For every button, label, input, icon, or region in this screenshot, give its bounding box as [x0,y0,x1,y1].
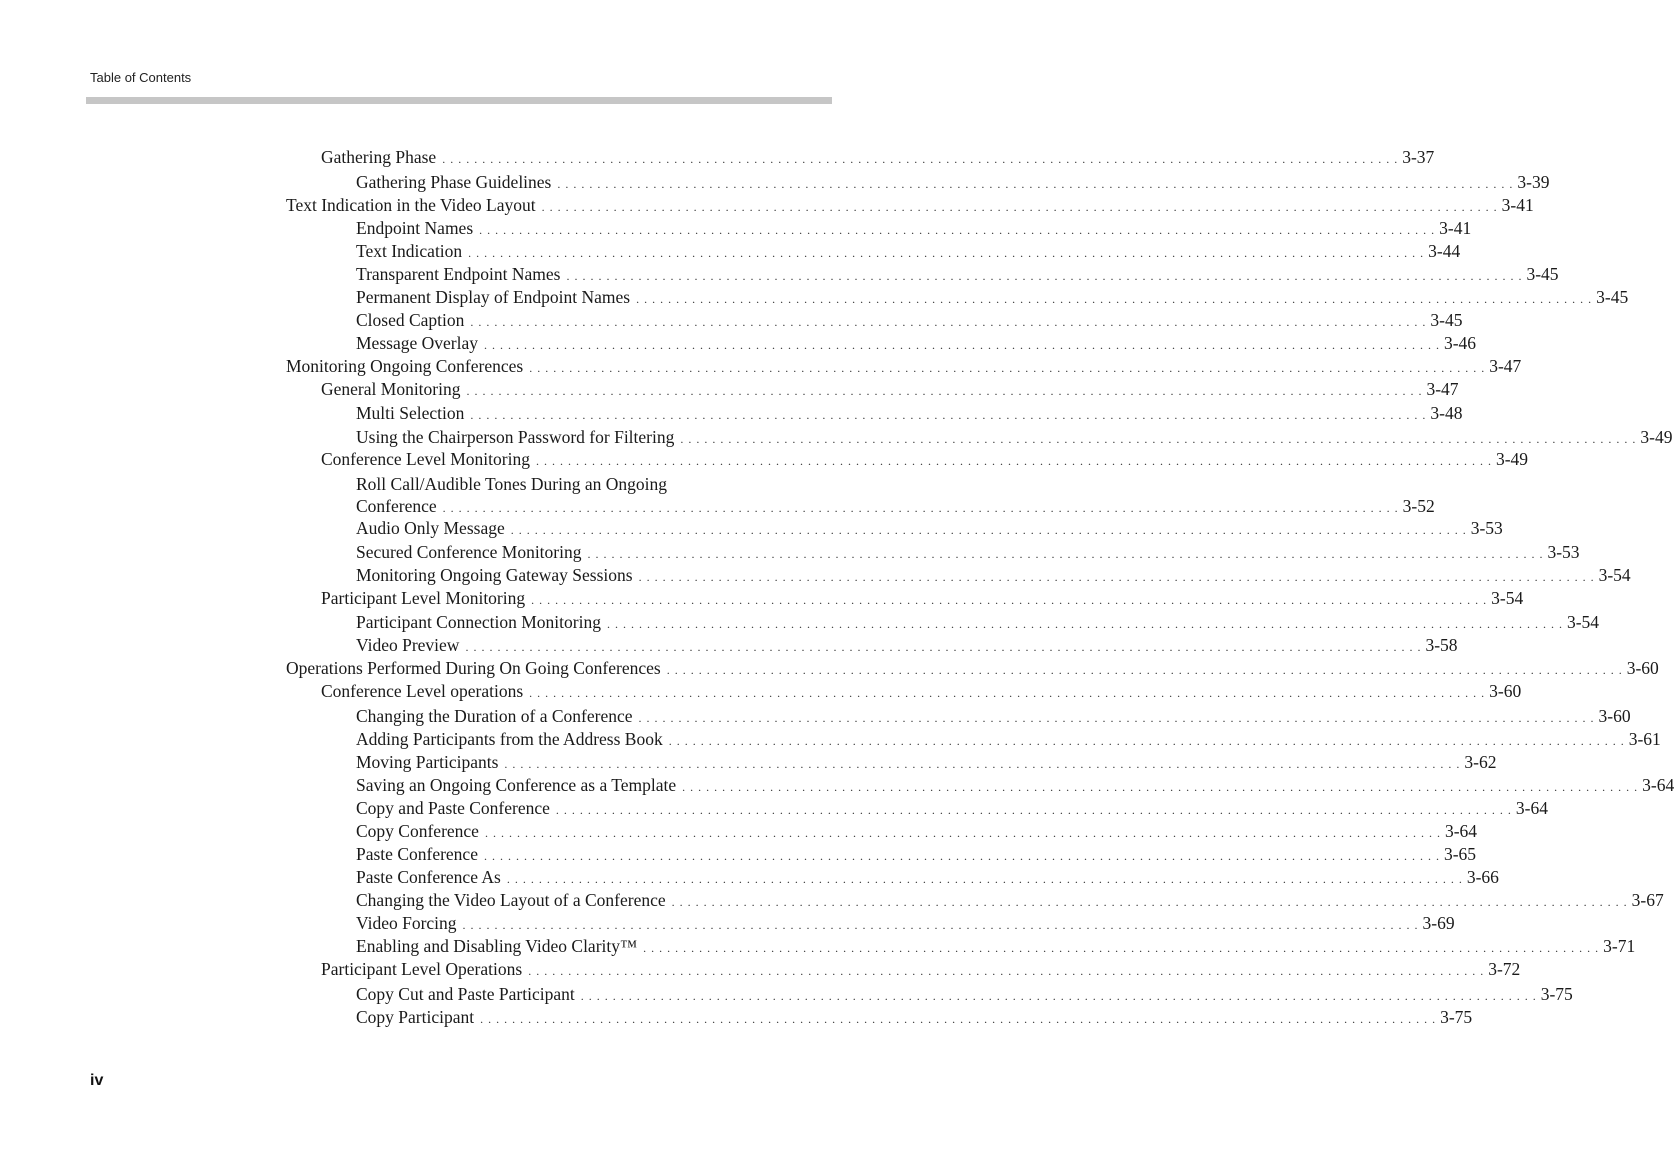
toc-entry[interactable] [356,889,1664,911]
dot-leader: . . . . . . . . . . . . . . . . . . . . . . . . . . . . . . . . . . . . . . . . . . . . . . . . . . . . . . . . . . . . . . . . . . . . . . . . . . . . . . . . . . . . . . . . . . . . . . . . . . . . . . . . . . . . . . . . . . . . . . . . [566,269,1523,283]
dot-leader: . . . . . . . . . . . . . . . . . . . . . . . . . . . . . . . . . . . . . . . . . . . . . . . . . . . . . . . . . . . . . . . . . . . . . . . . . . . . . . . . . . . . . . . . . . . . . . . . . . . . . . . . . . . . . . . . . . . . . . . . [483,849,1440,863]
toc-entry[interactable] [356,564,1631,586]
toc-entry-title-line1: Roll Call/Audible Tones During an Ongoing [356,474,668,494]
toc-entry-title: Closed Caption [356,310,465,330]
toc-entry-page: 3-75 [1440,1007,1473,1027]
toc-entry-page: 3-60 [1598,706,1631,726]
toc-entry-page: 3-62 [1464,752,1497,772]
toc-entry[interactable] [356,426,1673,448]
toc-entry-title: Gathering Phase [321,147,437,167]
toc-entry-page: 3-54 [1566,612,1600,632]
toc-entry-title: Moving Participants [356,752,499,772]
dot-leader: . . . . . . . . . . . . . . . . . . . . . . . . . . . . . . . . . . . . . . . . . . . . . . . . . . . . . . . . . . . . . . . . . . . . . . . . . . . . . . . . . . . . . . . . . . . . . . . . . . . . . . . . . . . . . . . . . . . . . . . . [504,757,1461,771]
page-number: iv [90,1072,104,1089]
dot-leader: . . . . . . . . . . . . . . . . . . . . . . . . . . . . . . . . . . . . . . . . . . . . . . . . . . . . . . . . . . . . . . . . . . . . . . . . . . . . . . . . . . . . . . . . . . . . . . . . . . . . . . . . . . . . . . . . . . . . . . . . [466,384,1423,398]
toc-entry[interactable] [356,286,1629,308]
toc-entry-page: 3-71 [1603,936,1636,956]
dot-leader: . . . . . . . . . . . . . . . . . . . . . . . . . . . . . . . . . . . . . . . . . . . . . . . . . . . . . . . . . . . . . . . . . . . . . . . . . . . . . . . . . . . . . . . . . . . . . . . . . . . . . . . . . . . . . . . . . . . . . . . . [557,177,1514,191]
dot-leader: . . . . . . . . . . . . . . . . . . . . . . . . . . . . . . . . . . . . . . . . . . . . . . . . . . . . . . . . . . . . . . . . . . . . . . . . . . . . . . . . . . . . . . . . . . . . . . . . . . . . . . . . . . . . . . . . . . . . . . . . [462,918,1419,932]
dot-leader: . . . . . . . . . . . . . . . . . . . . . . . . . . . . . . . . . . . . . . . . . . . . . . . . . . . . . . . . . . . . . . . . . . . . . . . . . . . . . . . . . . . . . . . . . . . . . . . . . . . . . . . . . . . . . . . . . . . . . . . . [484,826,1441,840]
toc-entry[interactable] [321,587,1524,609]
toc-entry-page: 3-58 [1425,635,1458,655]
toc-entry-title: Using the Chairperson Password for Filtering [356,427,675,447]
toc-entry[interactable] [356,866,1499,888]
toc-entry[interactable] [356,774,1674,796]
toc-entry-title: Paste Conference [356,844,478,864]
toc-entry[interactable] [356,705,1631,727]
dot-leader: . . . . . . . . . . . . . . . . . . . . . . . . . . . . . . . . . . . . . . . . . . . . . . . . . . . . . . . . . . . . . . . . . . . . . . . . . . . . . . . . . . . . . . . . . . . . . . . . . . . . . . . . . . . . . . . . . . . . . . . . [480,1012,1437,1026]
toc-entry[interactable] [356,171,1550,193]
toc-entry-title: Changing the Video Layout of a Conference [356,890,666,910]
toc-entry[interactable] [321,958,1521,980]
toc-entry-title: Copy Cut and Paste Participant [356,984,575,1004]
toc-entry[interactable] [356,751,1497,773]
toc-entry-title: Copy Conference [356,821,479,841]
toc-entry-title: Transparent Endpoint Names [356,264,561,284]
toc-entry-page: 3-54 [1491,588,1524,608]
toc-entry[interactable] [321,378,1459,400]
toc-entry-page: 3-53 [1547,542,1580,562]
toc-entry-page: 3-41 [1501,195,1534,215]
dot-leader: . . . . . . . . . . . . . . . . . . . . . . . . . . . . . . . . . . . . . . . . . . . . . . . . . . . . . . . . . . . . . . . . . . . . . . . . . . . . . . . . . . . . . . . . . . . . . . . . . . . . . . . . . . . . . . . . . . . . . . . . [535,454,1492,468]
toc-entry-page: 3-44 [1428,241,1461,261]
toc-entry-page: 3-67 [1631,890,1664,910]
toc-entry-title: General Monitoring [321,379,461,399]
toc-entry-page: 3-65 [1443,844,1477,864]
toc-entry[interactable] [321,448,1529,470]
toc-entry-page: 3-53 [1470,518,1503,538]
dot-leader: . . . . . . . . . . . . . . . . . . . . . . . . . . . . . . . . . . . . . . . . . . . . . . . . . . . . . . . . . . . . . . . . . . . . . . . . . . . . . . . . . . . . . . . . . . . . . . . . . . . . . . . . . . . . . . . . . . . . . . . . [529,686,1486,700]
dot-leader: . . . . . . . . . . . . . . . . . . . . . . . . . . . . . . . . . . . . . . . . . . . . . . . . . . . . . . . . . . . . . . . . . . . . . . . . . . . . . . . . . . . . . . . . . . . . . . . . . . . . . . . . . . . . . . . . . . . . . . . . [442,501,1399,515]
toc-entry-title: Paste Conference As [356,867,501,887]
dot-leader: . . . . . . . . . . . . . . . . . . . . . . . . . . . . . . . . . . . . . . . . . . . . . . . . . . . . . . . . . . . . . . . . . . . . . . . . . . . . . . . . . . . . . . . . . . . . . . . . . . . . . . . . . . . . . . . . . . . . . . . . [671,895,1628,909]
dot-leader: . . . . . . . . . . . . . . . . . . . . . . . . . . . . . . . . . . . . . . . . . . . . . . . . . . . . . . . . . . . . . . . . . . . . . . . . . . . . . . . . . . . . . . . . . . . . . . . . . . . . . . . . . . . . . . . . . . . . . . . . [636,292,1593,306]
toc-entry-title: Conference [356,496,437,516]
toc-entry-title: Operations Performed During On Going Conferences [286,658,661,678]
toc-entry[interactable] [356,402,1463,424]
dot-leader: . . . . . . . . . . . . . . . . . . . . . . . . . . . . . . . . . . . . . . . . . . . . . . . . . . . . . . . . . . . . . . . . . . . . . . . . . . . . . . . . . . . . . . . . . . . . . . . . . . . . . . . . . . . . . . . . . . . . . . . . [638,711,1595,725]
dot-leader: . . . . . . . . . . . . . . . . . . . . . . . . . . . . . . . . . . . . . . . . . . . . . . . . . . . . . . . . . . . . . . . . . . . . . . . . . . . . . . . . . . . . . . . . . . . . . . . . . . . . . . . . . . . . . . . . . . . . . . . . [555,803,1512,817]
toc-entry-page: 3-37 [1402,147,1435,167]
toc-entry-title: Participant Level Operations [321,959,523,979]
toc-entry-page: 3-45 [1596,287,1629,307]
toc-entry-page: 3-48 [1430,403,1463,423]
toc-entry-title: Text Indication in the Video Layout [286,195,536,215]
toc-entry[interactable] [356,634,1458,656]
toc-entry-page: 3-64 [1642,775,1674,795]
toc-entry-title: Video Preview [356,635,460,655]
toc-entry[interactable] [356,912,1455,934]
dot-leader: . . . . . . . . . . . . . . . . . . . . . . . . . . . . . . . . . . . . . . . . . . . . . . . . . . . . . . . . . . . . . . . . . . . . . . . . . . . . . . . . . . . . . . . . . . . . . . . . . . . . . . . . . . . . . . . . . . . . . . . . [470,315,1427,329]
dot-leader: . . . . . . . . . . . . . . . . . . . . . . . . . . . . . . . . . . . . . . . . . . . . . . . . . . . . . . . . . . . . . . . . . . . . . . . . . . . . . . . . . . . . . . . . . . . . . . . . . . . . . . . . . . . . . . . . . . . . . . . . [587,547,1544,561]
toc-entry[interactable] [356,495,1435,517]
toc-entry-title: Copy Participant [356,1007,475,1027]
dot-leader: . . . . . . . . . . . . . . . . . . . . . . . . . . . . . . . . . . . . . . . . . . . . . . . . . . . . . . . . . . . . . . . . . . . . . . . . . . . . . . . . . . . . . . . . . . . . . . . . . . . . . . . . . . . . . . . . . . . . . . . . [606,617,1563,631]
toc-entry-title: Monitoring Ongoing Gateway Sessions [356,565,633,585]
toc-entry-title: Changing the Duration of a Conference [356,706,633,726]
toc-entry[interactable] [356,1006,1473,1028]
dot-leader: . . . . . . . . . . . . . . . . . . . . . . . . . . . . . . . . . . . . . . . . . . . . . . . . . . . . . . . . . . . . . . . . . . . . . . . . . . . . . . . . . . . . . . . . . . . . . . . . . . . . . . . . . . . . . . . . . . . . . . . . [483,338,1440,352]
toc-entry[interactable] [286,355,1522,377]
toc-entry-title: Gathering Phase Guidelines [356,172,552,192]
toc-entry-title: Participant Connection Monitoring [356,612,601,632]
toc-entry-page: 3-52 [1402,496,1435,516]
toc-entry[interactable] [356,517,1503,539]
running-header: Table of Contents [90,70,192,85]
dot-leader: . . . . . . . . . . . . . . . . . . . . . . . . . . . . . . . . . . . . . . . . . . . . . . . . . . . . . . . . . . . . . . . . . . . . . . . . . . . . . . . . . . . . . . . . . . . . . . . . . . . . . . . . . . . . . . . . . . . . . . . . [529,361,1486,375]
dot-leader: . . . . . . . . . . . . . . . . . . . . . . . . . . . . . . . . . . . . . . . . . . . . . . . . . . . . . . . . . . . . . . . . . . . . . . . . . . . . . . . . . . . . . . . . . . . . . . . . . . . . . . . . . . . . . . . . . . . . . . . . [470,408,1427,422]
toc-entry[interactable] [356,728,1661,750]
dot-leader: . . . . . . . . . . . . . . . . . . . . . . . . . . . . . . . . . . . . . . . . . . . . . . . . . . . . . . . . . . . . . . . . . . . . . . . . . . . . . . . . . . . . . . . . . . . . . . . . . . . . . . . . . . . . . . . . . . . . . . . . [468,246,1425,260]
toc-entry-title: Message Overlay [356,333,478,353]
toc-entry[interactable] [356,797,1548,819]
dot-leader: . . . . . . . . . . . . . . . . . . . . . . . . . . . . . . . . . . . . . . . . . . . . . . . . . . . . . . . . . . . . . . . . . . . . . . . . . . . . . . . . . . . . . . . . . . . . . . . . . . . . . . . . . . . . . . . . . . . . . . . . [541,200,1498,214]
dot-leader: . . . . . . . . . . . . . . . . . . . . . . . . . . . . . . . . . . . . . . . . . . . . . . . . . . . . . . . . . . . . . . . . . . . . . . . . . . . . . . . . . . . . . . . . . . . . . . . . . . . . . . . . . . . . . . . . . . . . . . . . [531,593,1488,607]
dot-leader: . . . . . . . . . . . . . . . . . . . . . . . . . . . . . . . . . . . . . . . . . . . . . . . . . . . . . . . . . . . . . . . . . . . . . . . . . . . . . . . . . . . . . . . . . . . . . . . . . . . . . . . . . . . . . . . . . . . . . . . . [528,964,1485,978]
dot-leader: . . . . . . . . . . . . . . . . . . . . . . . . . . . . . . . . . . . . . . . . . . . . . . . . . . . . . . . . . . . . . . . . . . . . . . . . . . . . . . . . . . . . . . . . . . . . . . . . . . . . . . . . . . . . . . . . . . . . . . . . [638,570,1595,584]
toc-entry[interactable] [356,983,1573,1005]
toc-entry[interactable] [356,843,1477,865]
toc-entry-page: 3-46 [1443,333,1477,353]
toc-entry[interactable] [356,263,1559,285]
toc-entry-title: Video Forcing [356,913,457,933]
toc-entry[interactable] [321,146,1435,168]
toc-entry-page: 3-60 [1626,658,1659,678]
dot-leader: . . . . . . . . . . . . . . . . . . . . . . . . . . . . . . . . . . . . . . . . . . . . . . . . . . . . . . . . . . . . . . . . . . . . . . . . . . . . . . . . . . . . . . . . . . . . . . . . . . . . . . . . . . . . . . . . . . . . . . . . [668,734,1625,748]
toc-entry[interactable] [356,217,1472,239]
toc-entry-title: Permanent Display of Endpoint Names [356,287,631,307]
dot-leader: . . . . . . . . . . . . . . . . . . . . . . . . . . . . . . . . . . . . . . . . . . . . . . . . . . . . . . . . . . . . . . . . . . . . . . . . . . . . . . . . . . . . . . . . . . . . . . . . . . . . . . . . . . . . . . . . . . . . . . . . [506,872,1463,886]
dot-leader: . . . . . . . . . . . . . . . . . . . . . . . . . . . . . . . . . . . . . . . . . . . . . . . . . . . . . . . . . . . . . . . . . . . . . . . . . . . . . . . . . . . . . . . . . . . . . . . . . . . . . . . . . . . . . . . . . . . . . . . . [442,152,1399,166]
toc-entry-title: Audio Only Message [356,518,505,538]
dot-leader: . . . . . . . . . . . . . . . . . . . . . . . . . . . . . . . . . . . . . . . . . . . . . . . . . . . . . . . . . . . . . . . . . . . . . . . . . . . . . . . . . . . . . . . . . . . . . . . . . . . . . . . . . . . . . . . . . . . . . . . . [682,780,1639,794]
toc-entry-page: 3-41 [1439,218,1472,238]
dot-leader: . . . . . . . . . . . . . . . . . . . . . . . . . . . . . . . . . . . . . . . . . . . . . . . . . . . . . . . . . . . . . . . . . . . . . . . . . . . . . . . . . . . . . . . . . . . . . . . . . . . . . . . . . . . . . . . . . . . . . . . . [666,663,1623,677]
toc-entry[interactable] [356,820,1478,842]
toc-entry-title: Participant Level Monitoring [321,588,526,608]
toc-entry[interactable] [356,541,1580,563]
toc-entry-page: 3-49 [1495,449,1529,469]
toc-entry-title: Text Indication [356,241,463,261]
dot-leader: . . . . . . . . . . . . . . . . . . . . . . . . . . . . . . . . . . . . . . . . . . . . . . . . . . . . . . . . . . . . . . . . . . . . . . . . . . . . . . . . . . . . . . . . . . . . . . . . . . . . . . . . . . . . . . . . . . . . . . . . [680,432,1637,446]
toc-entry[interactable] [356,309,1463,331]
toc-entry-title: Saving an Ongoing Conference as a Template [356,775,677,795]
toc-entry-page: 3-64 [1515,798,1548,818]
dot-leader: . . . . . . . . . . . . . . . . . . . . . . . . . . . . . . . . . . . . . . . . . . . . . . . . . . . . . . . . . . . . . . . . . . . . . . . . . . . . . . . . . . . . . . . . . . . . . . . . . . . . . . . . . . . . . . . . . . . . . . . . [643,941,1600,955]
toc-entry-page: 3-69 [1422,913,1455,933]
toc-entry-page: 3-75 [1540,984,1573,1004]
toc-entry[interactable] [286,194,1534,216]
toc-entry-page: 3-45 [1430,310,1463,330]
toc-entry[interactable] [356,611,1600,633]
toc-entry-page: 3-47 [1426,379,1459,399]
toc-entry-page: 3-45 [1526,264,1559,284]
toc-entry-title: Monitoring Ongoing Conferences [286,356,524,376]
toc-entry[interactable] [356,240,1461,262]
toc-entry-page: 3-39 [1517,172,1550,192]
dot-leader: . . . . . . . . . . . . . . . . . . . . . . . . . . . . . . . . . . . . . . . . . . . . . . . . . . . . . . . . . . . . . . . . . . . . . . . . . . . . . . . . . . . . . . . . . . . . . . . . . . . . . . . . . . . . . . . . . . . . . . . . [465,640,1422,654]
toc-entry-title: Multi Selection [356,403,465,423]
toc-entry-page: 3-54 [1598,565,1631,585]
toc-entry-title: Endpoint Names [356,218,474,238]
toc-entry-page: 3-72 [1488,959,1521,979]
toc-entry-page: 3-60 [1489,681,1522,701]
toc-entry-title: Conference Level operations [321,681,524,701]
toc-entry[interactable] [286,657,1659,679]
toc-entry-page: 3-66 [1466,867,1499,887]
toc-entry-page: 3-64 [1444,821,1478,841]
toc-entry-title: Enabling and Disabling Video Clarity™ [356,936,638,956]
toc-entry-page: 3-49 [1640,427,1673,447]
toc-entry[interactable] [321,680,1522,702]
toc-entry[interactable] [356,332,1477,354]
dot-leader: . . . . . . . . . . . . . . . . . . . . . . . . . . . . . . . . . . . . . . . . . . . . . . . . . . . . . . . . . . . . . . . . . . . . . . . . . . . . . . . . . . . . . . . . . . . . . . . . . . . . . . . . . . . . . . . . . . . . . . . . [580,989,1537,1003]
toc-entry-title: Secured Conference Monitoring [356,542,582,562]
toc-entry-page: 3-47 [1489,356,1522,376]
toc-entry-title: Conference Level Monitoring [321,449,530,469]
toc-entry-title: Copy and Paste Conference [356,798,550,818]
dot-leader: . . . . . . . . . . . . . . . . . . . . . . . . . . . . . . . . . . . . . . . . . . . . . . . . . . . . . . . . . . . . . . . . . . . . . . . . . . . . . . . . . . . . . . . . . . . . . . . . . . . . . . . . . . . . . . . . . . . . . . . . [479,223,1436,237]
toc-entry-title: Adding Participants from the Address Book [356,729,663,749]
toc-entry[interactable] [356,935,1636,957]
toc-entry-page: 3-61 [1628,729,1661,749]
dot-leader: . . . . . . . . . . . . . . . . . . . . . . . . . . . . . . . . . . . . . . . . . . . . . . . . . . . . . . . . . . . . . . . . . . . . . . . . . . . . . . . . . . . . . . . . . . . . . . . . . . . . . . . . . . . . . . . . . . . . . . . . [510,523,1467,537]
